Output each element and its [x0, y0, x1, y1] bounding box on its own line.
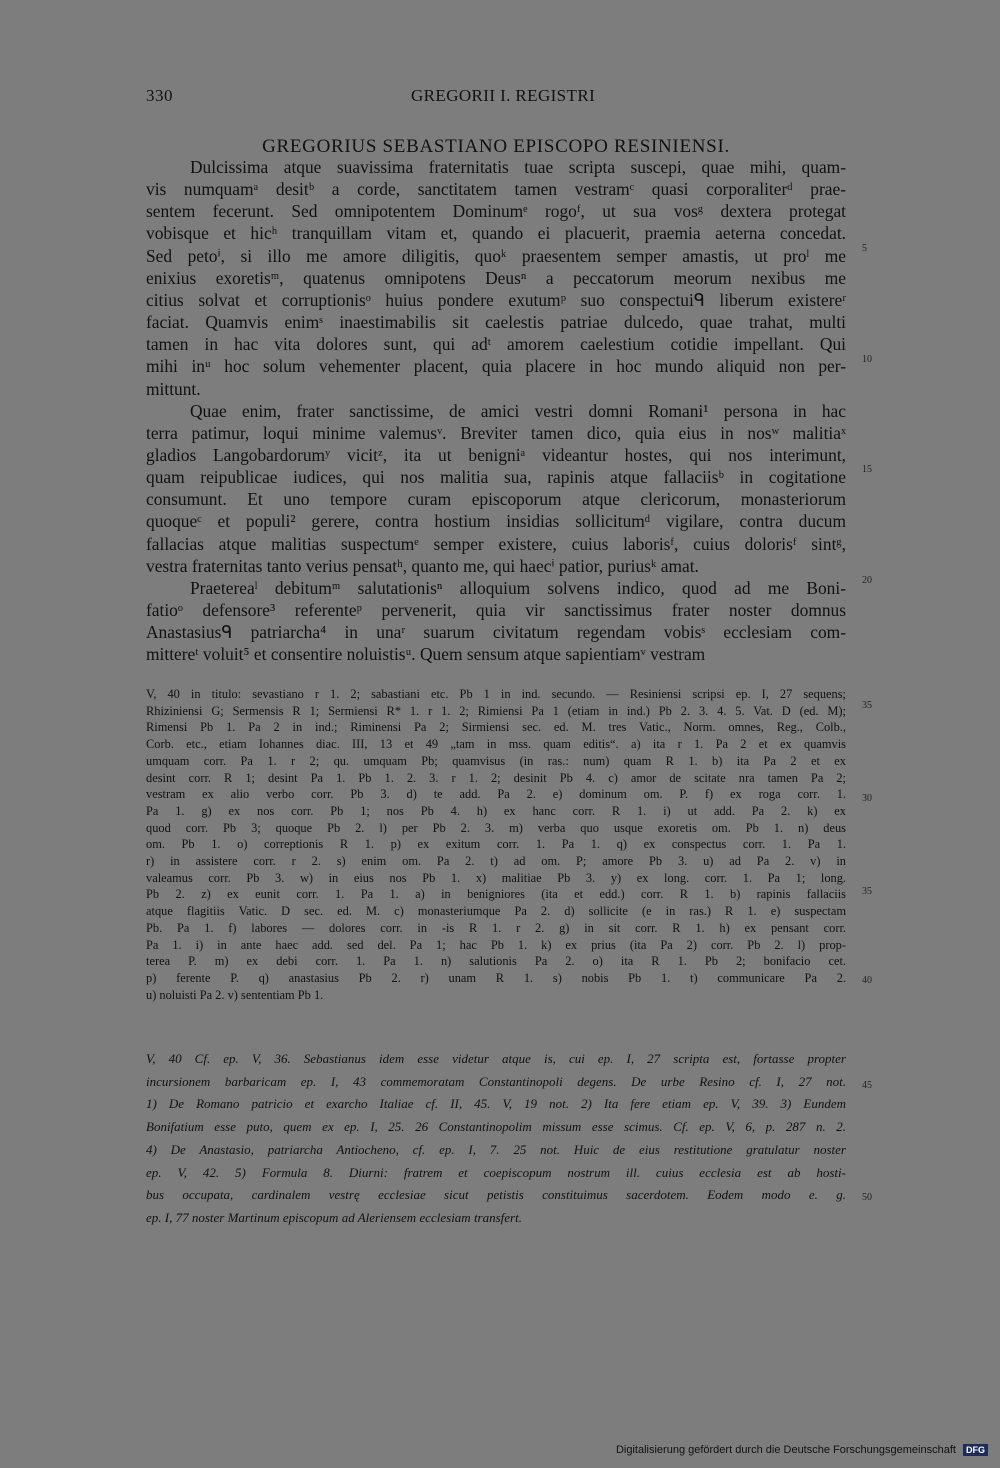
apparatus-line: u) noluisti Pa 2. v) sententiam Pb 1. [146, 987, 324, 1002]
text-line: terra patimur, loqui minime valemusᵛ. Breviter tamen dico, quia eius in nosʷ malitiaˣ [146, 422, 846, 443]
text-line: Quae enim, frater sanctissime, de amici vestri domni Romani¹ persona in hac [190, 400, 846, 421]
note-line: V, 40 Cf. ep. V, 36. Sebastianus idem esse videtur atque is, cui ep. I, 27 scripta est, fortasse propter [146, 1051, 846, 1066]
line-number: 5 [862, 243, 867, 254]
line-number: 35 [862, 886, 872, 897]
footer-credit [616, 1444, 988, 1456]
text-line: vis numquamᵃ desitᵇ a corde, sanctitatem tamen vestramᶜ quasi corporaliterᵈ prae- [146, 179, 846, 200]
text-line: Praetereaˡ debitumᵐ salutationisⁿ alloquium solvens indico, quod ad me Boni- [190, 577, 846, 598]
apparatus-line: quod corr. Pb 3; quoque Pb 2. l) per Pb 2. 3. m) verba quo usque exoretis om. Pb 1. n) deus [146, 820, 846, 835]
apparatus-line: vestram ex alio verbo corr. Pb 3. d) te add. Pa 2. e) dominum om. P. f) ex roga corr. 1. [146, 787, 846, 802]
text-line: quoqueᶜ et populi² gerere, contra hostium insidias sollicitumᵈ vigilare, contra ducum [146, 511, 846, 532]
text-line: Sed petoⁱ, si illo me amore diligitis, quoᵏ praesentem semper amastis, ut proˡ me [146, 245, 846, 266]
apparatus-line: r) in assistere corr. r 2. s) enim om. Pa 2. t) ad om. P; amore Pb 3. u) ad Pa 2. v) in [146, 854, 846, 868]
apparatus-line: Rhiziniensi G; Sermensis R 1; Sermiensi R* 1. r 1. 2; Rimiensi Pa 1 (etiam in ind.) Pb 2. 3. 4. 5. Vat. D (ed. M); [146, 703, 846, 718]
apparatus-line: om. Pb 1. o) correptionis R 1. p) ex exitum corr. 1. Pa 1. q) ex conspectus corr. 1. Pa 1. [146, 837, 846, 852]
text-line: sentem fecerunt. Sed omnipotentem Dominumᵉ rogoᶠ, ut sua vosᵍ dextera protegat [146, 201, 846, 222]
letter-title: GREGORIUS SEBASTIANO EPISCOPO RESINIENSI. [262, 136, 730, 157]
apparatus-line: Pa 1. i) in ante haec add. sed del. Pa 1; hac Pb 1. k) ex prius (ita Pa 2) corr. Pb 2. l) prop- [146, 937, 846, 952]
apparatus-line: Pa 1. g) ex nos corr. Pb 1; nos Pb 4. h) ex hanc corr. R 1. i) ut add. Pa 2. k) ex [146, 803, 846, 818]
text-line: fatioᵒ defensore³ referenteᵖ pervenerit, quia vir sanctissimus frater noster domnus [146, 600, 846, 620]
text-line: Dulcissima atque suavissima fraternitatis tuae scripta suscepi, quae mihi, quam- [190, 157, 846, 177]
text-line: Anastasiusᑫ patriarcha⁴ in unaʳ suarum civitatum regendam vobisˢ ecclesiam com- [146, 622, 846, 643]
text-line: faciat. Quamvis enimˢ inaestimabilis sit caelestis patriae dulcedo, quae trahat, multi [146, 312, 846, 333]
line-number: 20 [862, 575, 872, 586]
note-line: incursionem barbaricam ep. I, 43 commemoratam Constantinopoli degens. De urbe Resino cf. I, 27 not. [146, 1073, 846, 1089]
apparatus-line: V, 40 in titulo: sevastiano r 1. 2; sabastiani etc. Pb 1 in ind. secundo. — Resiniensi scripsi ep. I, 27 sequens; [146, 687, 846, 701]
dfg-logo: DFG [963, 1444, 988, 1456]
note-line: 1) De Romano patricio et exarcho Italiae cf. II, 45. V, 19 not. 2) Ita fere etiam ep. V, 39. 3) Eundem [146, 1096, 846, 1112]
line-number: 35 [862, 700, 872, 711]
text-line: gladios Langobardorumʸ vicitᶻ, ita ut benigniᵃ videantur hostes, qui nos interimunt, [146, 444, 846, 465]
note-line: Bonifatium esse puto, quem ex ep. I, 25. 26 Constantinopolim missum esse scimus. Cf. ep. V, 6, p. 287 n. 2. [146, 1119, 846, 1135]
text-line: mittunt. [146, 378, 201, 399]
apparatus-line: Pb. Pa 1. f) labores — dolores corr. in -is R 1. r 2. g) in sit corr. R 1. h) ex pensant corr. [146, 920, 846, 935]
line-number: 50 [862, 1192, 872, 1203]
apparatus-line: umquam corr. Pa 1. r 2; qu. umquam Pb; quamvisus (in ras.: num) quam R 1. b) ita Pa 2 et ex [146, 753, 846, 768]
line-number: 10 [862, 354, 872, 365]
apparatus-line: terea P. m) ex debi corr. 1. Pa 1. n) salutionis Pa 2. o) ita R 1. Pb 2; bonifacio cet. [146, 954, 846, 969]
text-line: vestra fraternitas tanto verius pensatʰ, quanto me, qui haecⁱ patior, puriusᵏ amat. [146, 555, 699, 576]
text-line: citius solvat et corruptionisᵒ huius pondere exutumᵖ suo conspectuiᑫ liberum existereʳ [146, 289, 846, 310]
line-number: 15 [862, 464, 872, 475]
text-line: quam reipublicae iudices, qui nos malitia sua, rapinis atque fallaciisᵇ in cogitatione [146, 467, 846, 488]
page-number: 330 [146, 86, 173, 105]
text-line: enixius exoretisᵐ, quatenus omnipotens Deusⁿ a peccatorum meorum nexibus me [146, 267, 846, 288]
apparatus-line: atque flagitiis Vatic. D sec. ed. M. c) monasteriumque Pa 2. d) sollicite (e in ras.) R 1. e) suspectam [146, 904, 846, 919]
note-line: ep. I, 77 noster Martinum episcopum ad Aleriensem ecclesiam transfert. [146, 1209, 522, 1225]
line-number: 40 [862, 975, 872, 986]
running-title: GREGORII I. REGISTRI [411, 86, 596, 105]
apparatus-line: Corb. etc., etiam Iohannes diac. III, 13 et 49 „tam in mss. quam editis“. a) ita r 1. Pa 2 et ex quamvis [146, 737, 846, 752]
apparatus-line: valeamus corr. Pb 3. w) in eius nos Pb 1. x) malitiae Pb 3. y) ex long. corr. 1. Pa 1; long. [146, 870, 846, 885]
apparatus-line: desint corr. R 1; desint Pa 1. Pb 1. 2. 3. r 1. 2; desinit Pb 4. c) amor de scitate nra tamen Pa 2; [146, 770, 846, 785]
text-line: fallacias atque malitias suspectumᵉ semper existere, cuius laborisᶠ, cuius dolorisᶠ sintᵍ, [146, 533, 846, 554]
text-line: tamen in hac vita dolores sunt, qui adᵗ amorem caelestium cotidie impellant. Qui [146, 334, 846, 355]
text-line: mihi inᵘ hoc solum vehementer placent, quia placere in hoc mundo aliquid non per- [146, 356, 846, 377]
note-line: 4) De Anastasio, patriarcha Antiocheno, cf. ep. I, 7. 25 not. Huic de eius restitutione gratulatur noster [146, 1141, 846, 1157]
note-line: bus occupata, cardinalem vestrę ecclesiae sicut petistis constituimus sacerdotem. Eodem modo e. g. [146, 1187, 846, 1203]
apparatus-line: p) ferente P. q) anastasius Pb 2. r) unam R 1. s) nobis Pb 1. t) communicare Pa 2. [146, 970, 846, 985]
line-number: 45 [862, 1080, 872, 1091]
footer-text: Digitalisierung gefördert durch die Deutsche Forschungsgemeinschaft [615, 1444, 956, 1456]
text-line: mittereᵗ voluit⁵ et consentire noluistisᵘ. Quem sensum atque sapientiamᵛ vestram [146, 644, 706, 665]
note-line: ep. V, 42. 5) Formula 8. Diurni: fratrem et coepiscopum nostrum ill. cuius ecclesia est ab hosti- [146, 1164, 846, 1180]
text-line: consumunt. Et uno tempore curam episcoporum atque clericorum, monasteriorum [146, 489, 846, 510]
line-number: 30 [862, 793, 872, 804]
apparatus-line: Pb 2. z) ex eunit corr. 1. Pa 1. a) in benigniores (ita et edd.) corr. R 1. b) rapinis fallaciis [146, 887, 846, 902]
apparatus-line: Rimensi Pb 1. Pa 2 in ind.; Riminensi Pa 2; Sirmiensi sec. ed. M. tres Vatic., Norm. omnes, Reg., Colb., [146, 720, 846, 735]
text-line: vobisque et hicʰ tranquillam vitam et, quando ei placuerit, praemia aeterna concedat. [146, 223, 846, 244]
